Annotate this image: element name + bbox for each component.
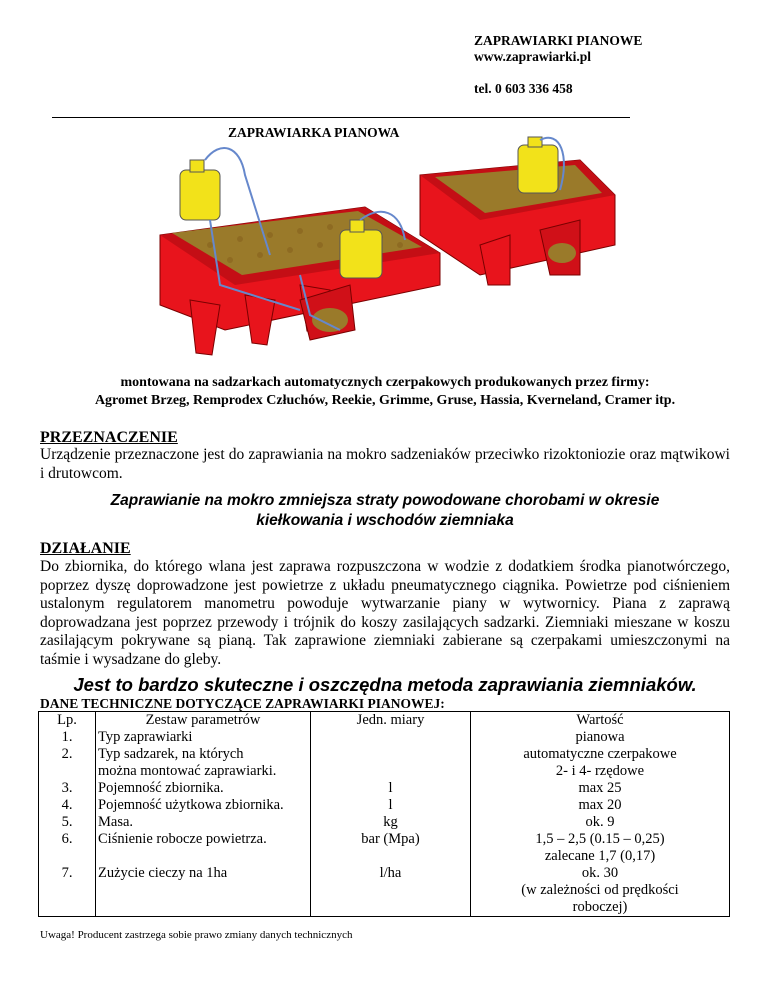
unit-cell: l — [388, 797, 393, 813]
value-cell: ok. 9 — [585, 814, 615, 830]
value-cell: pianowa — [575, 729, 625, 745]
unit-cell — [313, 848, 468, 865]
value-cell: 1,5 – 2,5 (0.15 – 0,25) — [535, 831, 665, 847]
value-cell: 2- i 4- rzędowe — [555, 763, 645, 779]
operation-text: Do zbiornika, do którego wlana jest zaprawa rozpuszczona w wodzie z dodatkiem środka pianotwórczego, poprzez dyszę doprowadzone jest powietrze z układu pneumatycznego ciągnika. Powietrze pod ciśnieniem ustalonym regulatorem manometru powoduje wytwarzanie piany w wytwornicy. Piana z zaprawą doprowadzana jest poprzez przewody i trójnik do koszy zasilających sadzarki. Ziemniaki mieszane w koszu zasilającym pokrywane są pianą. Tak zaprawione ziemniaki zabierane są czerpakami umieszczonymi na taśmie i wysadzane do gleby. — [40, 558, 730, 668]
param-cell: Ciśnienie robocze powietrza. — [98, 831, 267, 847]
unit-cell — [313, 899, 468, 916]
param-cell: Typ zaprawiarki — [98, 729, 193, 745]
lp-cell — [41, 899, 93, 916]
website[interactable]: www.zaprawiarki.pl — [474, 49, 592, 64]
slogan-2: Jest to bardzo skuteczne i oszczędna metoda zaprawiania ziemniaków. — [73, 674, 697, 695]
param-cell: Pojemność użytkowa zbiornika. — [98, 797, 284, 813]
col-value-header: Wartość — [576, 712, 624, 728]
param-cell: Pojemność zbiornika. — [98, 780, 224, 796]
lp-cell: 2. — [61, 746, 73, 762]
param-cell — [98, 848, 308, 865]
lp-cell — [41, 882, 93, 899]
value-cell: zalecane 1,7 (0,17) — [544, 848, 656, 864]
operation-heading: DZIAŁANIE — [40, 540, 131, 557]
col-unit-header: Jedn. miary — [356, 712, 425, 728]
param-cell: Masa. — [98, 814, 134, 830]
lp-cell: 3. — [61, 780, 73, 796]
unit-cell — [313, 729, 468, 746]
purpose-heading: PRZEZNACZENIE — [40, 429, 178, 446]
unit-cell: l — [388, 780, 393, 796]
param-cell — [98, 899, 308, 916]
lp-cell — [41, 848, 93, 865]
disclaimer-note: Uwaga! Producent zastrzega sobie prawo zmiany danych technicznych — [40, 929, 353, 941]
slogan-line-1: Zaprawianie na mokro zmniejsza straty powodowane chorobami w okresie — [110, 492, 660, 509]
product-title: ZAPRAWIARKA PIANOWA — [228, 125, 400, 140]
lp-cell: 7. — [61, 865, 73, 881]
param-cell: Typ sadzarek, na których — [98, 746, 244, 762]
unit-cell — [313, 746, 468, 763]
planter-illustration — [150, 135, 620, 365]
phone: tel. 0 603 336 458 — [474, 81, 573, 96]
caption-line-1: montowana na sadzarkach automatycznych czerpakowych produkowanych przez firmy: — [120, 375, 650, 390]
company-name: ZAPRAWIARKI PIANOWE — [474, 33, 643, 48]
caption-line-2: Agromet Brzeg, Remprodex Człuchów, Reekie, Grimme, Gruse, Hassia, Kverneland, Cramer itp. — [94, 393, 676, 408]
unit-cell: kg — [383, 814, 398, 830]
tech-heading: DANE TECHNICZNE DOTYCZĄCE ZAPRAWIARKI PIANOWEJ: — [40, 696, 445, 711]
unit-cell: l/ha — [379, 865, 402, 881]
value-cell: automatyczne czerpakowe — [523, 746, 677, 762]
param-cell: Zużycie cieczy na 1ha — [98, 865, 228, 881]
lp-cell: 5. — [61, 814, 73, 830]
col-lp-header: Lp. — [57, 712, 77, 728]
value-cell: max 25 — [578, 780, 622, 796]
unit-cell: bar (Mpa) — [361, 831, 420, 847]
col-param-header: Zestaw parametrów — [145, 712, 261, 728]
value-cell: ok. 30 — [581, 865, 619, 881]
slogan-line-2: kiełkowania i wschodów ziemniaka — [256, 512, 514, 529]
value-cell: roboczej) — [572, 899, 628, 915]
lp-cell: 6. — [61, 831, 73, 847]
table-row — [39, 712, 730, 917]
param-cell — [98, 882, 308, 899]
header-rule — [52, 117, 630, 118]
unit-cell — [313, 763, 468, 780]
tech-table — [38, 711, 730, 917]
value-cell: (w zależności od prędkości — [521, 882, 679, 898]
param-cell: można montować zaprawiarki. — [98, 763, 277, 779]
purpose-text: Urządzenie przeznaczone jest do zaprawiania na mokro sadzeniaków przeciwko rizoktoniozie oraz mątwikowi i drutowcom. — [40, 446, 730, 482]
lp-cell: 1. — [61, 729, 73, 745]
unit-cell — [313, 882, 468, 899]
lp-cell: 4. — [61, 797, 73, 813]
value-cell: max 20 — [578, 797, 622, 813]
lp-cell — [41, 763, 93, 780]
